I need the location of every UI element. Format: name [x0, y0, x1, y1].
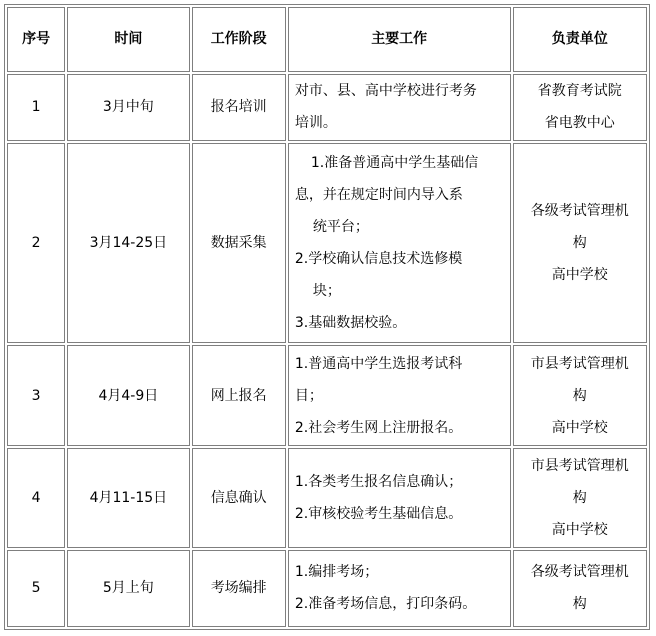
cell-time: 4月4-9日 [67, 345, 189, 445]
unit-line: 各级考试管理机 [530, 564, 629, 581]
table-row [7, 143, 647, 344]
cell-no: 2 [7, 143, 65, 344]
cell-unit [513, 448, 647, 548]
unit-line: 省教育考试院 [537, 83, 622, 100]
cell-stage: 网上报名 [192, 345, 286, 445]
table-row [7, 448, 647, 548]
cell-unit [513, 345, 647, 445]
cell-work [288, 550, 511, 627]
cell-work [288, 345, 511, 445]
cell-time: 3月中旬 [67, 74, 189, 141]
work-line: 2.准备考场信息，打印条码。 [294, 596, 477, 613]
cell-stage: 数据采集 [192, 143, 286, 344]
work-line: 2.学校确认信息技术选修模 [294, 251, 463, 268]
cell-stage: 报名培训 [192, 74, 286, 141]
work-line: 块； [312, 283, 341, 300]
work-line: 统平台； [312, 219, 369, 236]
cell-time: 4月11-15日 [67, 448, 189, 548]
cell-unit [513, 550, 647, 627]
unit-line: 构 [572, 489, 587, 506]
work-line: 目； [294, 387, 323, 404]
work-line: 3.基础数据校验。 [294, 315, 407, 332]
unit-line: 高中学校 [551, 521, 608, 538]
header-cell-time: 时间 [67, 7, 189, 72]
unit-line: 各级考试管理机 [530, 203, 629, 220]
schedule-table [4, 4, 650, 630]
work-line: 1.各类考生报名信息确认； [294, 473, 463, 490]
header-row [7, 7, 647, 72]
work-line: 息，并在规定时间内导入系 [294, 187, 463, 204]
cell-work [288, 448, 511, 548]
cell-no: 4 [7, 448, 65, 548]
unit-line: 市县考试管理机 [530, 355, 629, 372]
table-row [7, 345, 647, 445]
cell-no: 5 [7, 550, 65, 627]
cell-stage: 考场编排 [192, 550, 286, 627]
cell-unit [513, 74, 647, 141]
table-row [7, 74, 647, 141]
work-line: 2.社会考生网上注册报名。 [294, 419, 463, 436]
cell-work [288, 74, 511, 141]
header-cell-work: 主要工作 [288, 7, 511, 72]
cell-no: 1 [7, 74, 65, 141]
unit-line: 高中学校 [551, 419, 608, 436]
unit-line: 市县考试管理机 [530, 457, 629, 474]
work-line: 对市、县、高中学校进行考务 [294, 83, 477, 100]
unit-line: 构 [572, 387, 587, 404]
header-cell-no: 序号 [7, 7, 65, 72]
cell-time: 5月上旬 [67, 550, 189, 627]
unit-line: 构 [572, 596, 587, 613]
cell-work [288, 143, 511, 344]
cell-no: 3 [7, 345, 65, 445]
work-line: 2.审核校验考生基础信息。 [294, 505, 463, 522]
header-cell-unit: 负责单位 [513, 7, 647, 72]
unit-line: 构 [572, 235, 587, 252]
schedule-table-container [4, 4, 650, 630]
header-cell-stage: 工作阶段 [192, 7, 286, 72]
work-line: 1.编排考场； [294, 564, 379, 581]
table-row [7, 550, 647, 627]
work-line: 培训。 [294, 115, 337, 132]
unit-line: 高中学校 [551, 267, 608, 284]
cell-time: 3月14-25日 [67, 143, 189, 344]
cell-stage: 信息确认 [192, 448, 286, 548]
work-line: 1.准备普通高中学生基础信 [310, 155, 479, 172]
unit-line: 省电教中心 [544, 115, 615, 132]
work-line: 1.普通高中学生选报考试科 [294, 355, 463, 372]
cell-unit [513, 143, 647, 344]
